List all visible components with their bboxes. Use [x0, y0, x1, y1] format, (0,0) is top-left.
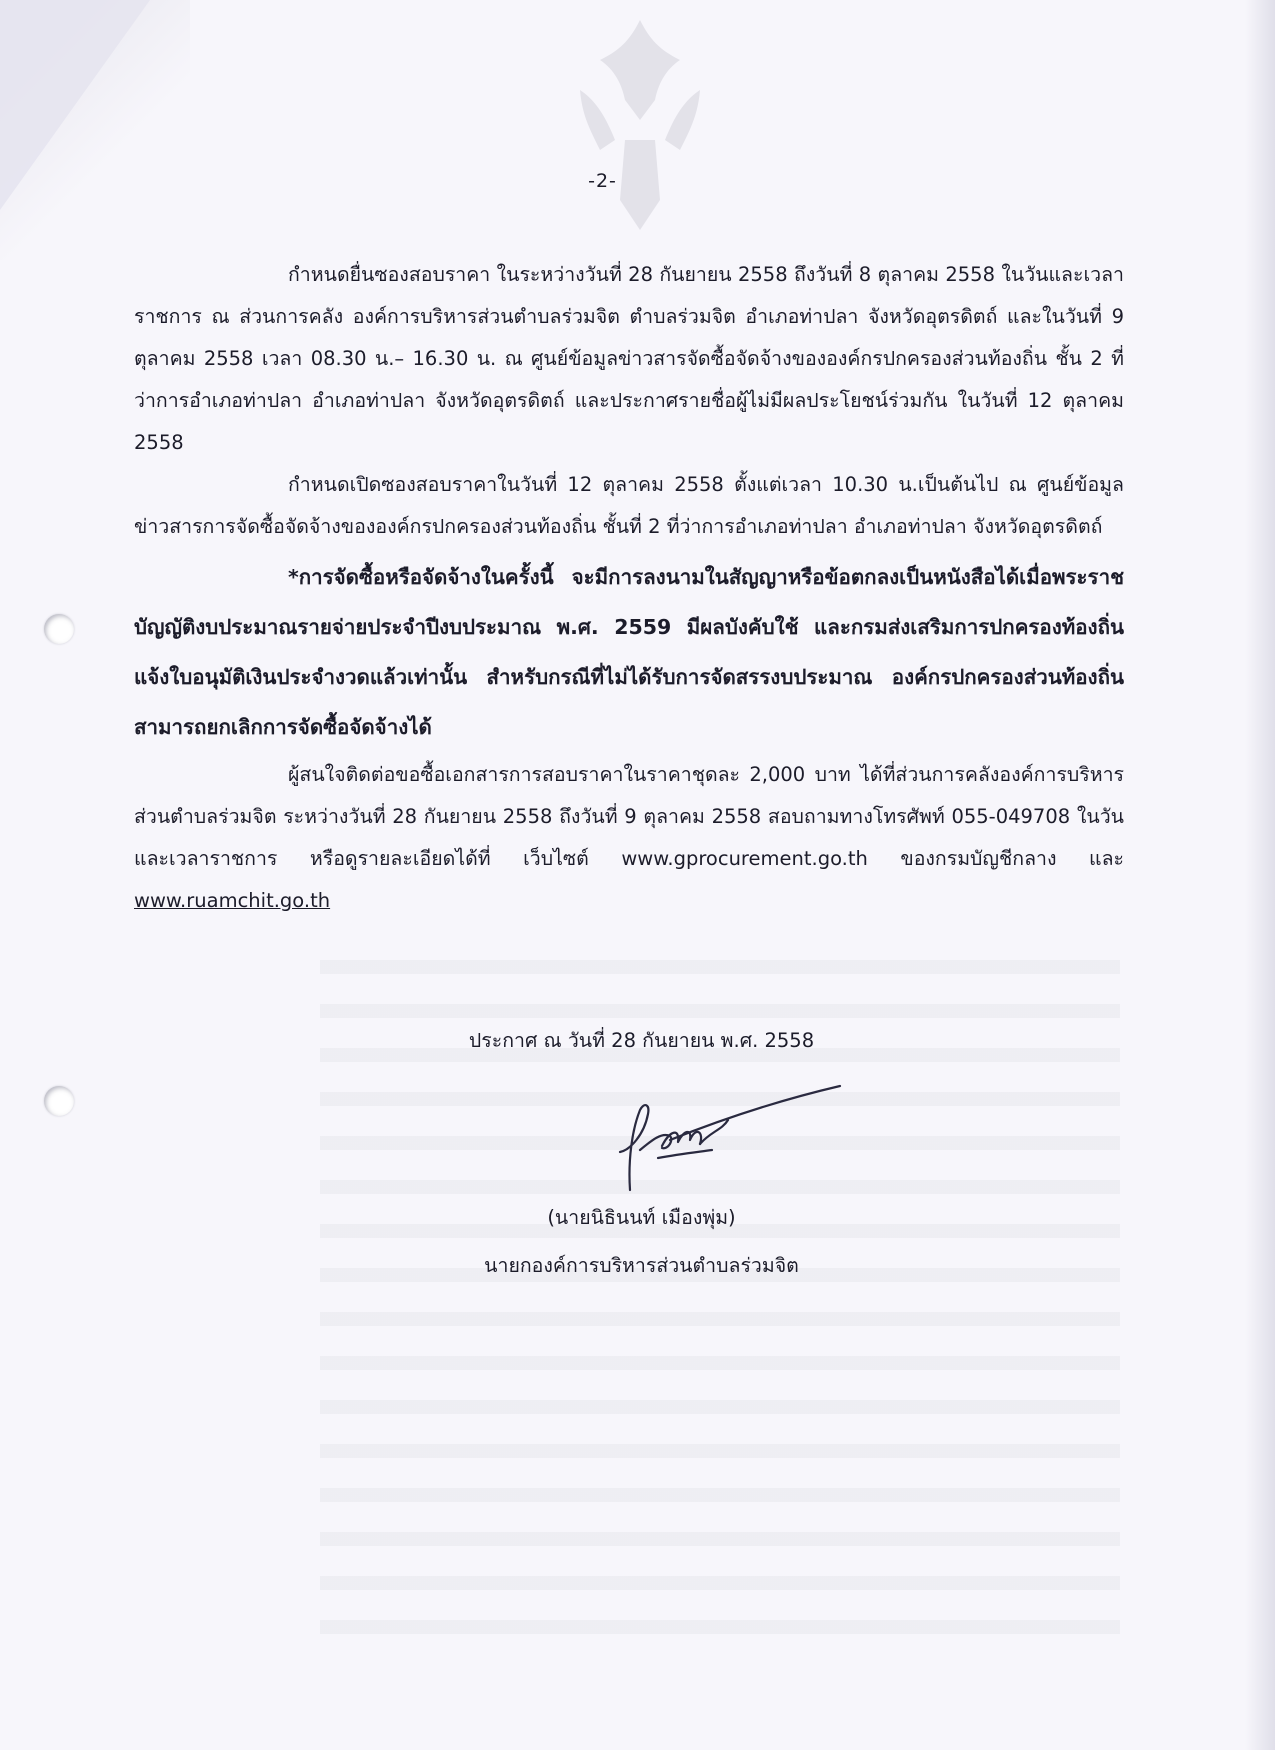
contact-paragraph	[134, 754, 1124, 922]
submission-period-paragraph: กำหนดยื่นซองสอบราคา ในระหว่างวันที่ 28 กันยายน 2558 ถึงวันที่ 8 ตุลาคม 2558 ในวันและเวลาราชการ ณ ส่วนการคลัง องค์การบริหารส่วนตำบลร่วมจิต ตำบลร่วมจิต อำเภอท่าปลา จังหวัดอุตรดิตถ์ และในวันที่ 9 ตุลาคม 2558 เวลา 08.30 น.– 16.30 น. ณ ศูนย์ข้อมูลข่าวสารจัดซื้อจัดจ้างขององค์กรปกครองส่วนท้องถิ่น ชั้น 2 ที่ว่าการอำเภอท่าปลา อำเภอท่าปลา จังหวัดอุตรดิตถ์ และประกาศรายชื่อผู้ไม่มีผลประโยชน์ร่วมกัน ในวันที่ 12 ตุลาคม 2558	[134, 263, 1124, 454]
page-edge-shadow	[1245, 0, 1275, 1750]
contact-text: ผู้สนใจติดต่อขอซื้อเอกสารการสอบราคาในราคาชุดละ 2,000 บาท ได้ที่ส่วนการคลังองค์การบริหารส่วนตำบลร่วมจิต ระหว่างวันที่ 28 กันยายน 2558 ถึงวันที่ 9 ตุลาคม 2558 สอบถามทางโทรศัพท์ 055-049708 ในวันและเวลาราชการ หรือดูรายละเอียดได้ที่ เว็บไซต์ www.gprocurement.go.th ของกรมบัญชีกลาง และ	[134, 763, 1124, 870]
body-text	[134, 254, 1124, 922]
garuda-emblem-icon	[560, 0, 720, 240]
budget-condition-paragraph: *การจัดซื้อหรือจัดจ้างในครั้งนี้ จะมีการลงนามในสัญญาหรือข้อตกลงเป็นหนังสือได้เมื่อพระราชบัญญัติงบประมาณรายจ่ายประจำปีงบประมาณ พ.ศ. 2559 มีผลบังคับใช้ และกรมส่งเสริมการปกครองท้องถิ่นแจ้งใบอนุมัติเงินประจำงวดแล้วเท่านั้น สำหรับกรณีที่ไม่ได้รับการจัดสรรงบประมาณ องค์กรปกครองส่วนท้องถิ่นสามารถยกเลิกการจัดซื้อจัดจ้างได้	[134, 565, 1124, 739]
binder-hole	[44, 614, 74, 644]
announcement-date: ประกาศ ณ วันที่ 28 กันยายน พ.ศ. 2558	[468, 1029, 815, 1052]
website-link[interactable]: www.ruamchit.go.th	[134, 889, 331, 912]
signature-image	[600, 1080, 850, 1200]
signer-title: นายกองค์การบริหารส่วนตำบลร่วมจิต	[484, 1254, 799, 1277]
show-through-text	[320, 960, 1120, 1660]
binder-hole	[44, 1086, 74, 1116]
page-number: -2-	[588, 170, 617, 192]
opening-date-paragraph: กำหนดเปิดซองสอบราคาในวันที่ 12 ตุลาคม 2558 ตั้งแต่เวลา 10.30 น.เป็นต้นไป ณ ศูนย์ข้อมูลข่าวสารการจัดซื้อจัดจ้างขององค์กรปกครองส่วนท้องถิ่น ชั้นที่ 2 ที่ว่าการอำเภอท่าปลา อำเภอท่าปลา จังหวัดอุตรดิตถ์	[134, 473, 1124, 538]
signer-name: (นายนิธินนท์ เมืองพุ่ม)	[547, 1206, 736, 1229]
